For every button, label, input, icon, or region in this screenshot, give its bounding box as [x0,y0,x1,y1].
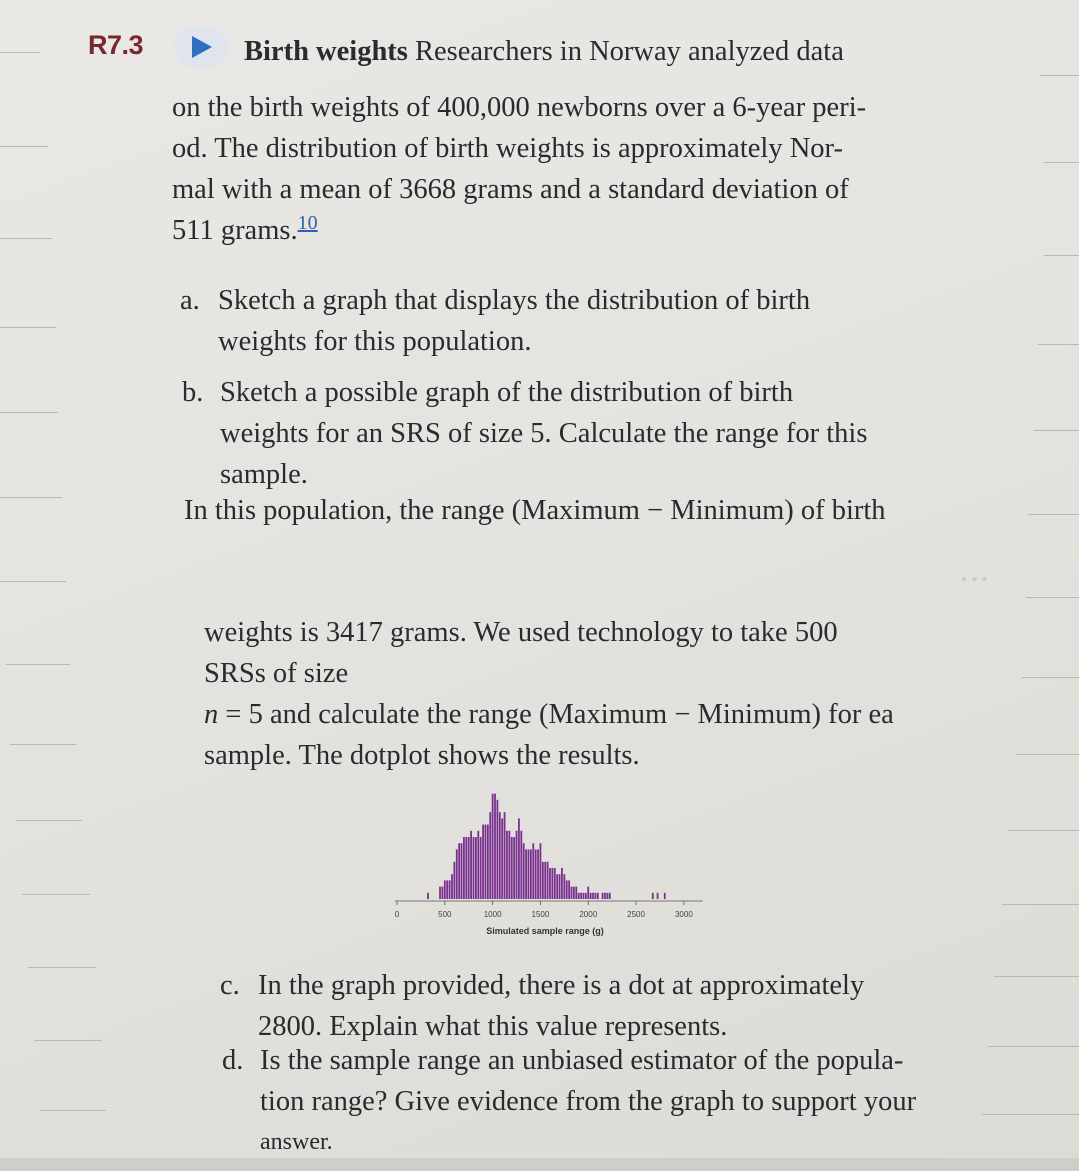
dot-stack [578,893,580,899]
dot-stack [518,818,520,899]
margin-rule [1038,344,1079,345]
dot-stack [568,880,570,899]
dot-stack [497,800,499,899]
margin-rule [1034,430,1079,431]
part-c [220,965,864,1047]
dot-stack [547,862,549,899]
dot-stack [465,837,467,899]
dot-stack [556,874,558,899]
intro-line: on the birth weights of 400,000 newborns over a 6-year peri- [172,92,867,123]
dot-stack [549,868,551,899]
margin-rule [22,894,90,895]
dot-stack [552,868,554,899]
tick-label: 0 [394,910,400,919]
dot-stack [544,862,546,899]
dot-stack [559,874,561,899]
dot-stack [487,825,489,899]
dotplot-chart [385,770,715,945]
bridge-line-1 [184,490,886,531]
tick-label: 2000 [579,910,598,919]
margin-rule [0,238,52,239]
margin-rule [1040,75,1079,76]
dot-stack [606,893,608,899]
part-line: 2800. Explain what this value represents. [258,1011,728,1042]
dot-stack [482,825,484,899]
dot-stack [456,849,458,899]
part-line: Sketch a graph that displays the distribution of birth [218,285,811,316]
problem-id: R7.3 [88,30,144,60]
margin-rule [0,52,40,53]
margin-rule [1016,754,1079,755]
page-bottom-edge [0,1158,1079,1171]
part-label: b. [182,377,204,408]
bridge-text: SRSs of size [204,658,349,689]
part-line: weights for an SRS of size 5. Calculate the range for this [220,418,868,449]
dot-stack [449,880,451,899]
dot-stack [571,887,573,899]
part-label: d. [222,1045,244,1076]
dot-stack [652,893,654,899]
ellipsis-icon: ••• [960,572,991,588]
bridge-text: = 5 and calculate the range (Maximum − Minimum) for ea [218,699,894,730]
dot-stack [542,862,544,899]
dot-stack [573,887,575,899]
dot-stack [537,849,539,899]
part-label: c. [220,970,240,1001]
dot-stack [461,843,463,899]
dot-stack [444,880,446,899]
bridge-text: weights is 3417 grams. We used technology to take 500 [204,617,838,648]
dot-stack [480,837,482,899]
dot-stack [554,868,556,899]
dot-stack [523,843,525,899]
dot-stack [535,849,537,899]
margin-rule [988,1046,1079,1047]
margin-rule [6,664,70,665]
dot-stack [439,887,441,899]
margin-rule [0,412,58,413]
dotplot-bars [427,794,665,899]
margin-rule [0,497,62,498]
tick-label: 500 [438,910,452,919]
part-label: a. [180,285,200,316]
dot-stack [583,893,585,899]
margin-rule [28,967,96,968]
play-video-button[interactable] [174,27,228,67]
play-icon [174,27,228,67]
margin-rule [0,327,56,328]
part-d [222,1040,916,1163]
dot-stack [470,831,472,899]
part-line: In the graph provided, there is a dot at approximately [258,970,865,1001]
problem-first-line [244,31,844,72]
margin-rule [0,581,66,582]
margin-rule [1028,514,1079,515]
dot-stack [427,893,429,899]
tick-label: 1000 [483,910,502,919]
dot-stack [485,825,487,899]
dot-stack [468,837,470,899]
dot-stack [442,887,444,899]
dot-stack [458,843,460,899]
margin-rule [982,1114,1079,1115]
dot-stack [604,893,606,899]
dot-stack [587,887,589,899]
part-line: weights for this population. [218,326,532,357]
dot-stack [664,893,666,899]
dot-stack [513,837,515,899]
dot-stack [475,837,477,899]
dot-stack [532,843,534,899]
dot-stack [473,837,475,899]
tick-label: 1500 [531,910,550,919]
dot-stack [525,849,527,899]
bridge-paragraph [204,612,894,776]
part-b [182,372,867,495]
dot-stack [585,893,587,899]
dot-stack [602,893,604,899]
margin-rule [10,744,76,745]
dot-stack [494,794,496,899]
bridge-text: sample. The dotplot shows the results. [204,740,640,771]
dot-stack [506,831,508,899]
dot-stack [566,880,568,899]
dot-stack [597,893,599,899]
dot-stack [499,812,501,899]
dot-stack [489,812,491,899]
margin-rule [34,1040,102,1041]
margin-rule [0,146,48,147]
x-axis-label: Simulated sample range (g) [486,926,604,936]
n-symbol: n [204,699,219,730]
dot-stack [477,831,479,899]
x-axis-ticks [395,901,694,919]
part-line: Sketch a possible graph of the distribution of birth [220,377,794,408]
dot-stack [446,880,448,899]
part-line: tion range? Give evidence from the graph to support your [260,1086,917,1117]
dot-stack [540,843,542,899]
dot-stack [528,849,530,899]
part-a [180,280,810,362]
part-line: answer. [260,1129,333,1155]
dot-stack [511,837,513,899]
dot-stack [580,893,582,899]
dot-stack [508,831,510,899]
dot-stack [504,812,506,899]
dot-stack [575,887,577,899]
dot-stack [563,874,565,899]
tick-label: 3000 [674,910,693,919]
tick-label: 2500 [627,910,645,919]
margin-rule [40,1110,106,1111]
part-line: sample. [220,459,308,490]
dot-stack [609,893,611,899]
problem-intro [172,87,866,254]
dot-stack [590,893,592,899]
bridge-text: In this population, the range (Maximum − Minimum) of birth [184,495,886,526]
margin-rule [1022,677,1079,678]
dot-stack [451,874,453,899]
dot-stack [516,831,518,899]
margin-rule [1044,255,1079,256]
intro-line: mal with a mean of 3668 grams and a standard deviation of [172,174,849,205]
part-line: Is the sample range an unbiased estimator of the popula- [260,1045,904,1076]
margin-rule [1008,830,1079,831]
margin-rule [16,820,82,821]
dot-stack [463,837,465,899]
margin-rule [1026,597,1079,598]
dot-stack [561,868,563,899]
intro-line: od. The distribution of birth weights is approximately Nor- [172,133,843,164]
margin-rule [994,976,1079,977]
dot-stack [453,862,455,899]
intro-line: Researchers in Norway analyzed data [415,36,844,67]
dot-stack [501,818,503,899]
dot-stack [592,893,594,899]
footnote-link[interactable]: 10 [297,212,318,234]
dot-stack [595,893,597,899]
dot-stack [530,849,532,899]
problem-title: Birth weights [244,36,408,67]
dot-stack [657,893,659,899]
margin-rule [1044,162,1079,163]
intro-line: 511 grams. [172,215,298,246]
margin-rule [1002,904,1079,905]
dot-stack [492,794,494,899]
dot-stack [520,831,522,899]
